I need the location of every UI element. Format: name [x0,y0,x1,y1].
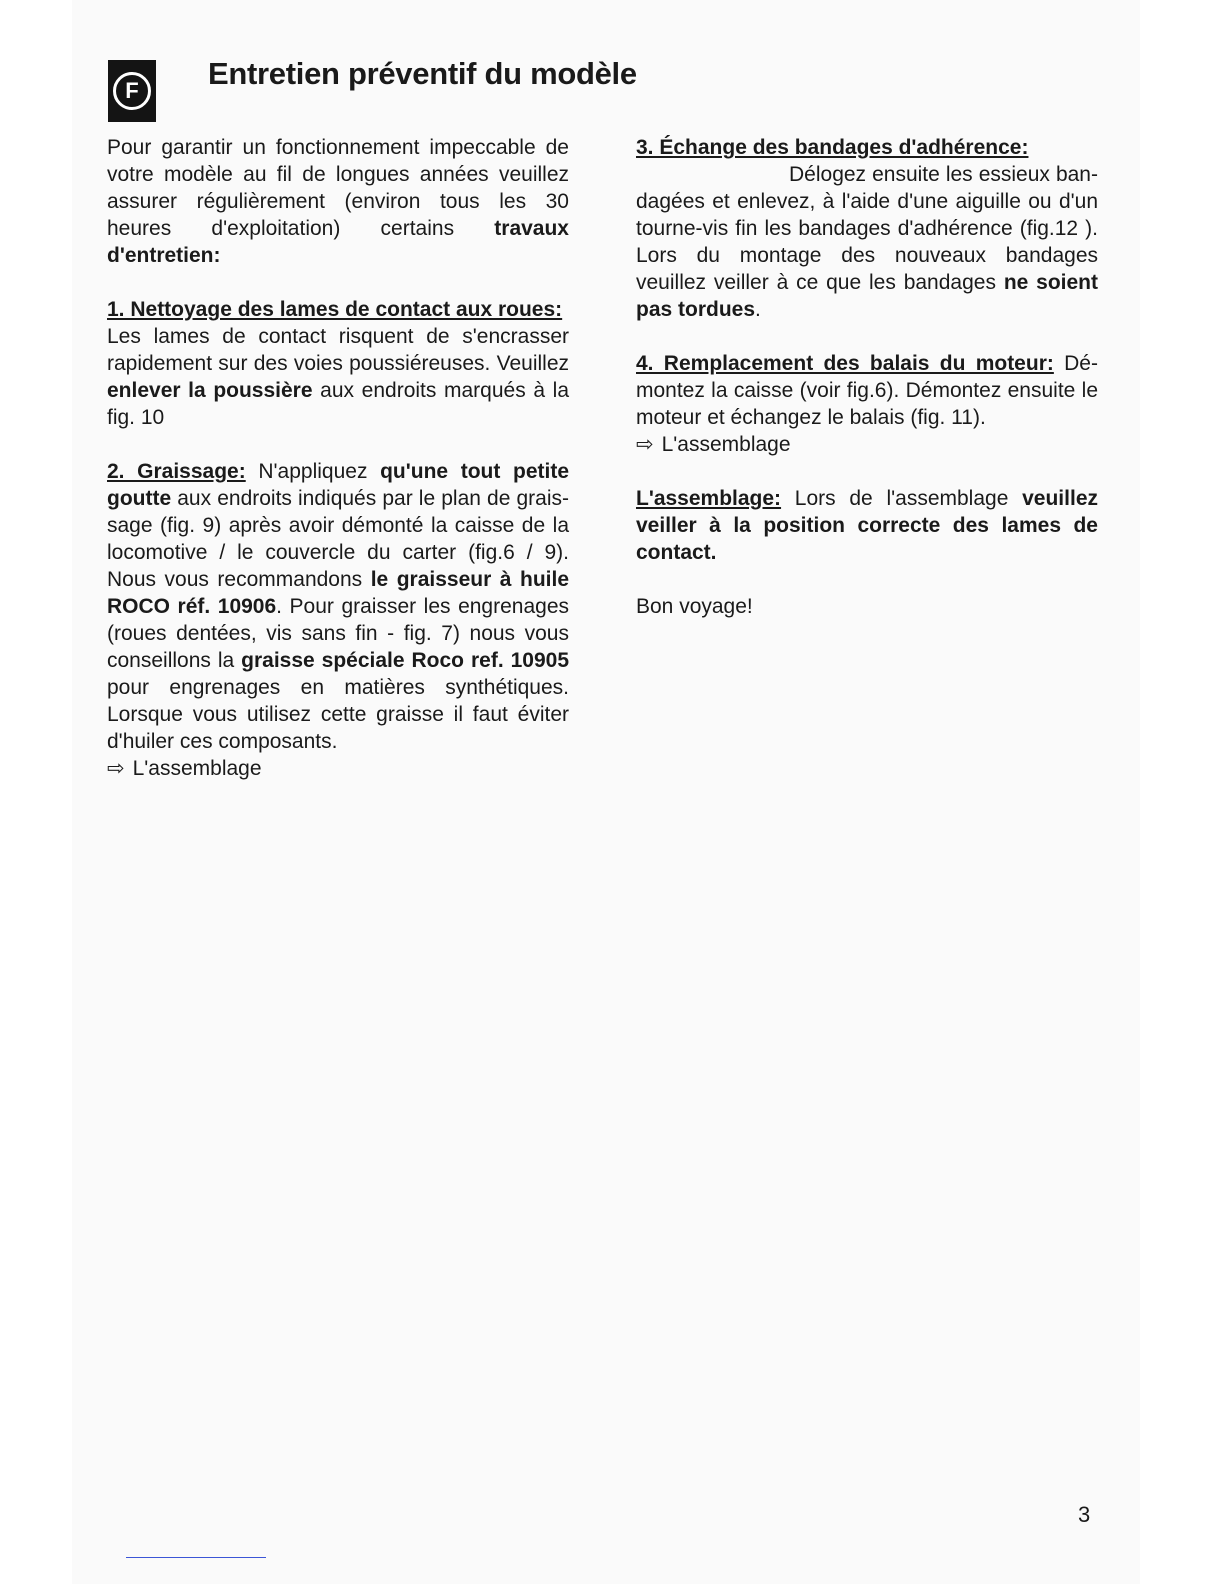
assembly-reference: ⇨ L'assemblage [107,757,262,780]
footer-rule [126,1557,266,1558]
section-lubrication: 2. Graissage: N'appliquez qu'une tout petite goutte aux endroits indiqués par le plan de graissage (fig. 9) après avoir démonté la caisse de la locomotive / le couvercle du carter (fig.6 / 9). Nous vous recommandons le graisseur à huile ROCO réf. 10906. Pour graisser les engrenages (roues dentées, vis sans fin - fig. 7) nous vous conseillons la graisse spéciale Roco ref. 10905 pour engrenages en matières synthétiques. Lorsque vous utilisez cette graisse il faut éviter d'huiler ces composants. [107,460,570,753]
section-lubrication-heading: 2. Graissage: [107,460,246,483]
closing-text: Bon voyage! [636,595,753,618]
language-badge [108,60,156,122]
intro-paragraph: Pour garantir un fonctionnement impeccable de votre modèle au fil de longues années veuillez assurer régulièrement (environ tous les 30 heures d'exploitation) certains travaux d'entretien: [107,136,569,267]
section-cleaning: 1. Nettoyage des lames de contact aux roues: Les lames de contact risquent de s'encrasser rapidement sur des voies poussiéreuses. Veuillez enlever la poussière aux endroits marqués à la fig. 10 [107,298,569,429]
section-assembly-heading: L'assemblage: [636,487,782,510]
section-traction-tyres-heading: 3. Échange des bandages d'adhérence: [636,136,1029,159]
section-motor-brushes-heading: 4. Remplacement des balais du moteur: [636,352,1054,375]
arrow-right-icon: ⇨ [636,433,654,456]
intro-emphasis: travaux d'entretien: [107,217,569,267]
right-column [636,134,1098,620]
assembly-reference: ⇨ L'assemblage [636,433,791,456]
arrow-right-icon: ⇨ [107,757,125,780]
section-motor-brushes: 4. Remplacement des balais du moteur: Démontez la caisse (voir fig.6). Démontez ensuite le moteur et échangez le balais (fig. 11). [636,352,1098,429]
section-assembly: L'assemblage: Lors de l'assemblage veuillez veiller à la position correcte des lames de contact. [636,487,1098,564]
section-traction-tyres: 3. Échange des bandages d'adhérence: Délogez ensuite les essieux bandagées et enlevez, à l'aide d'une aiguille ou d'un tourne-vis fin les bandages d'adhérence (fig.12 ). Lors du montage des nouveaux bandages veuillez veiller à ce que les bandages ne soient pas tordues. [636,136,1099,321]
page-title: Entretien préventif du modèle [208,56,637,91]
left-column [107,134,569,782]
section-cleaning-heading: 1. Nettoyage des lames de contact aux roues: [107,298,563,321]
page-number: 3 [1078,1502,1091,1527]
language-letter: F [113,72,151,110]
